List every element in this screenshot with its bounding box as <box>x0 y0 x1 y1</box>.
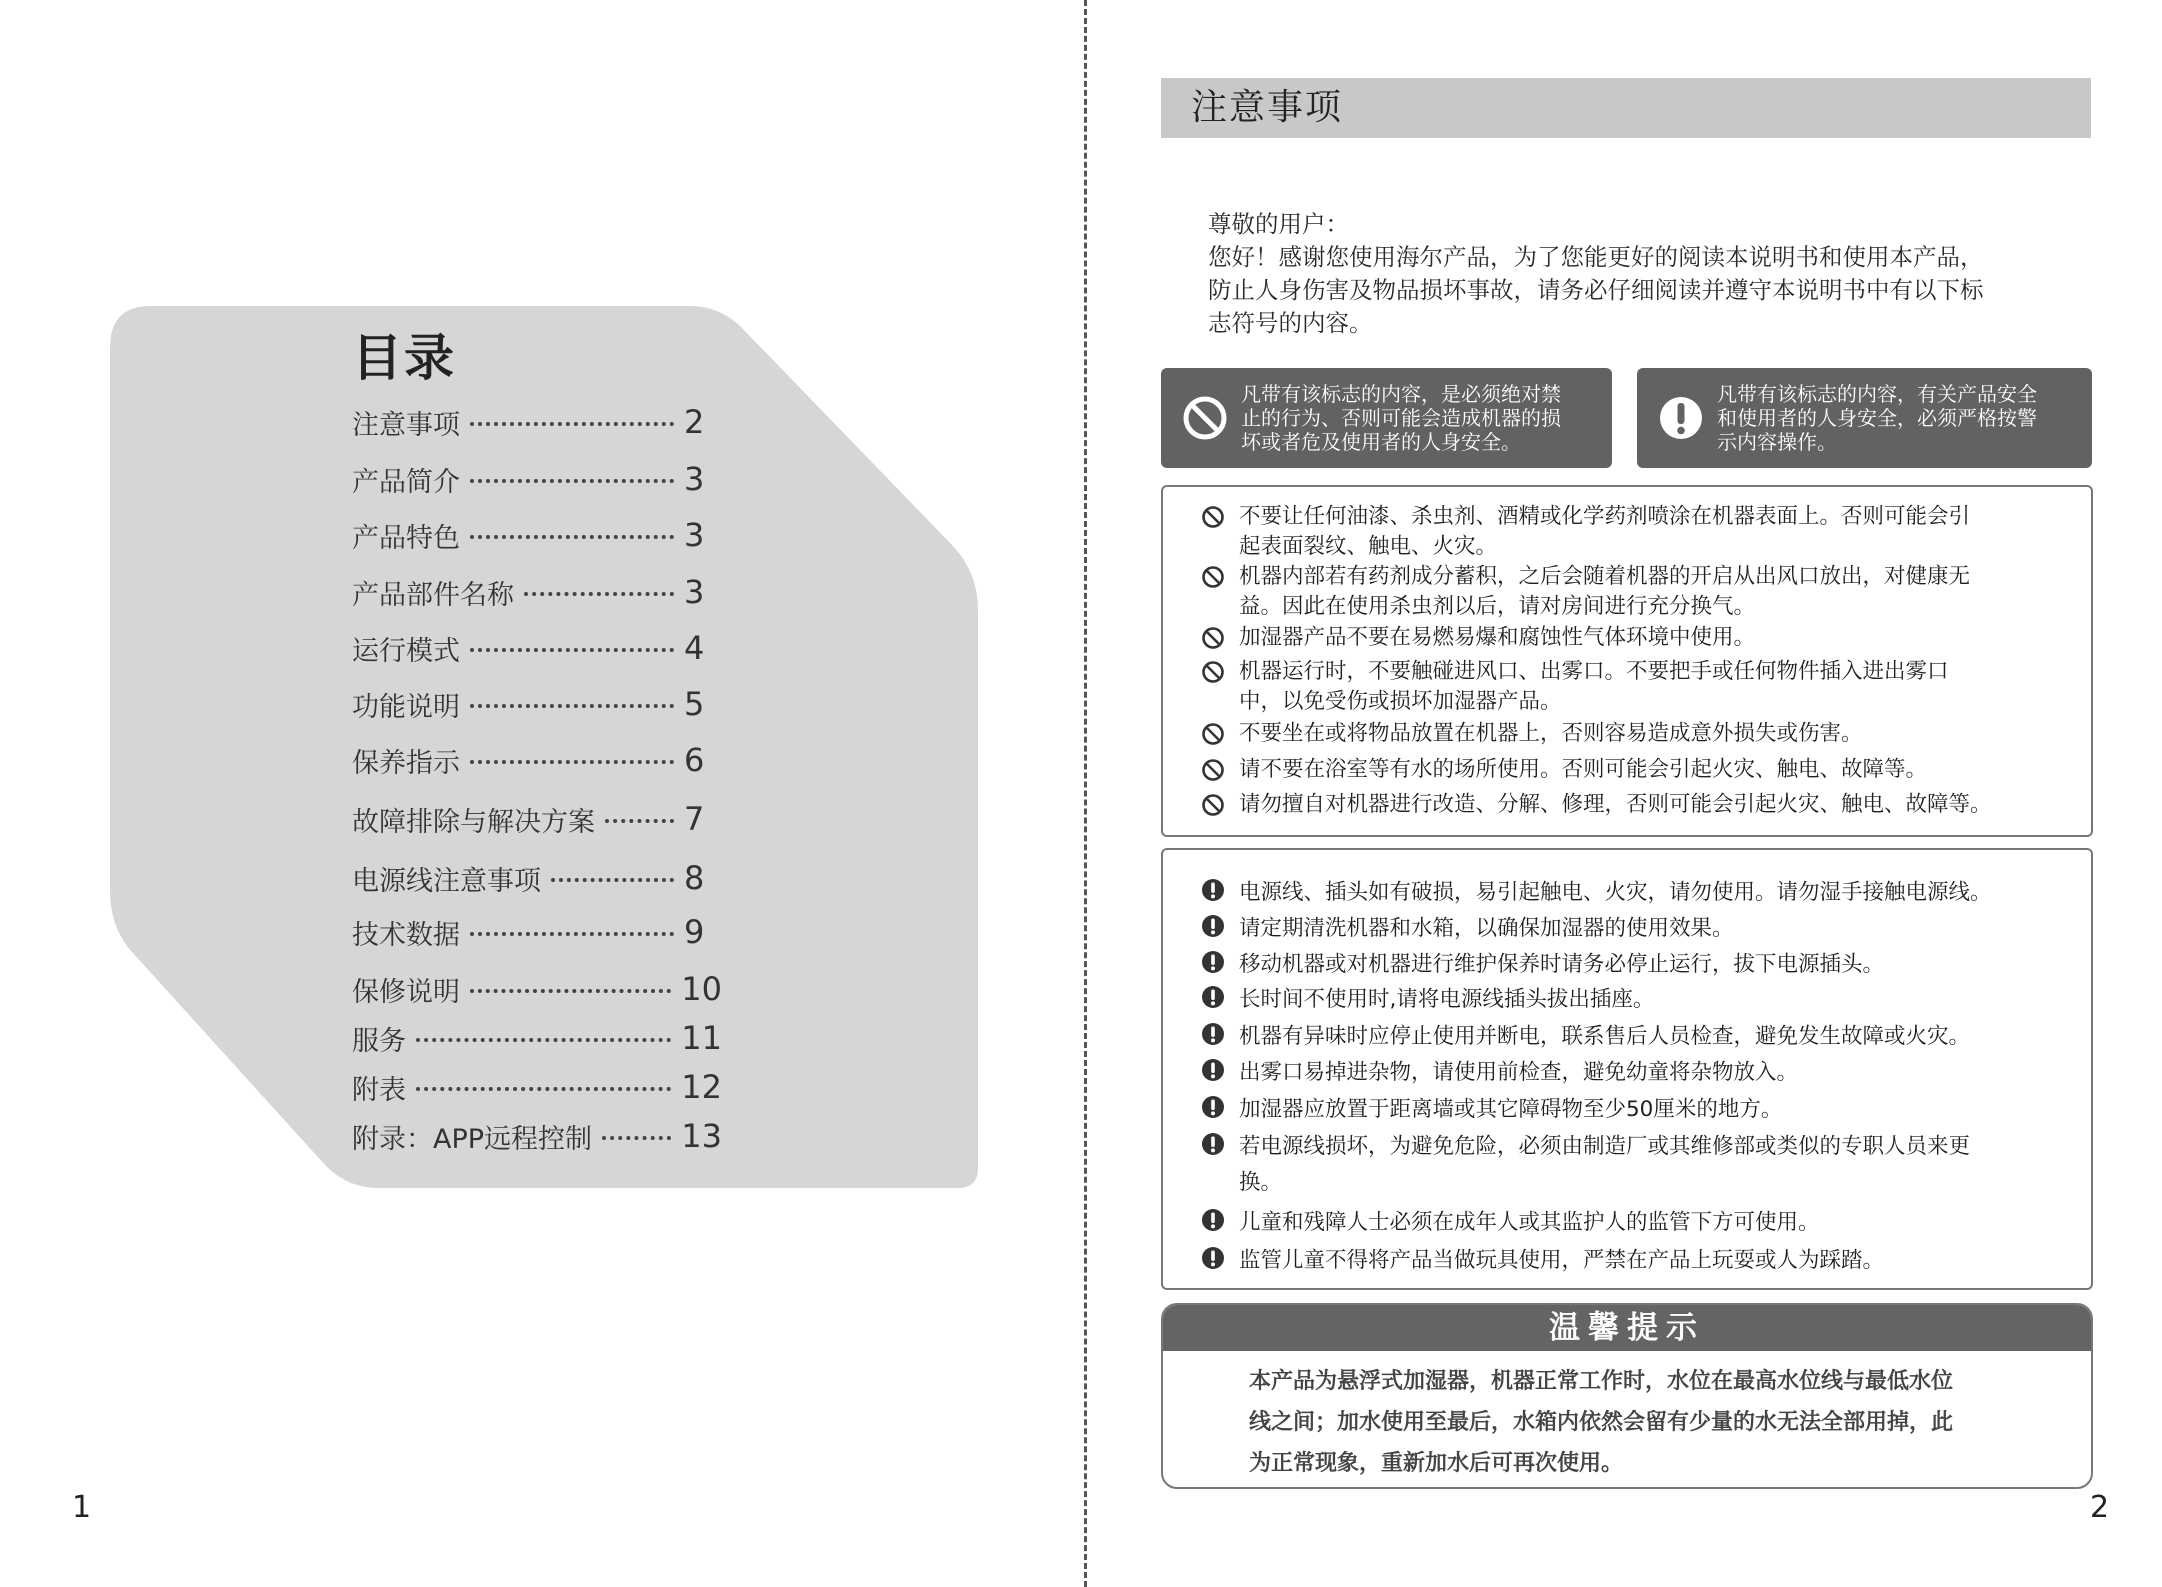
toc-item <box>352 570 722 614</box>
legend-line: 凡带有该标志的内容，是必须绝对禁 <box>1241 382 1561 406</box>
warning-item <box>1201 875 2041 911</box>
toc-leader-dots <box>470 535 674 539</box>
warning-item-text <box>1239 1019 2041 1055</box>
exclamation-icon <box>1201 1022 1225 1046</box>
forbid-item-text <box>1239 502 2041 562</box>
forbid-item-text <box>1239 755 2041 785</box>
exclamation-icon <box>1201 950 1225 974</box>
toc-item <box>352 1016 722 1060</box>
greeting: 尊敬的用户： <box>1208 210 1349 238</box>
toc-leader-dots <box>605 819 674 823</box>
rule-line: 请勿擅自对机器进行改造、分解、修理，否则可能会引起火灾、触电、故障等。 <box>1239 792 1992 817</box>
toc-title: 目录 <box>352 329 456 387</box>
warning-item <box>1201 1055 2041 1091</box>
toc-leader-dots <box>416 1087 671 1091</box>
toc-item-label: 产品部件名称 <box>352 579 514 611</box>
toc-item-page: 4 <box>684 629 705 667</box>
toc-item-page: 5 <box>684 685 705 723</box>
warning-item-text <box>1239 947 2041 983</box>
forbid-item <box>1201 623 2041 653</box>
prohibited-icon <box>1201 626 1225 650</box>
toc-item-page: 12 <box>681 1068 722 1106</box>
toc-item-label: 保修说明 <box>352 976 460 1008</box>
toc-item <box>352 738 722 782</box>
warning-item-text <box>1239 982 2041 1018</box>
rule-line: 加湿器产品不要在易燃易爆和腐蚀性气体环境中使用。 <box>1239 625 1756 650</box>
exclamation-icon <box>1201 985 1225 1009</box>
rule-line: 不要坐在或将物品放置在机器上，否则容易造成意外损失或伤害。 <box>1239 721 1863 746</box>
warning-item <box>1201 1129 2041 1201</box>
toc-item <box>352 682 722 726</box>
toc-leader-dots <box>470 479 674 483</box>
toc-item-label: 技术数据 <box>352 919 460 951</box>
forbid-list <box>1161 485 2093 837</box>
left-page <box>0 0 1080 1587</box>
rule-line: 请不要在浴室等有水的场所使用。否则可能会引起火灾、触电、故障等。 <box>1239 757 1928 782</box>
legend-line: 止的行为、否则可能会造成机器的损 <box>1241 406 1561 430</box>
legend-forbid-text <box>1241 382 1573 454</box>
warning-item <box>1201 911 2041 947</box>
toc-item-label: 附表 <box>352 1074 406 1106</box>
rule-line: 机器内部若有药剂成分蓄积，之后会随着机器的开启从出风口放出，对健康无 <box>1239 564 1971 589</box>
toc-leader-dots <box>470 648 674 652</box>
warning-item-text <box>1239 1205 2041 1241</box>
toc-item-label: 附录：APP远程控制 <box>352 1123 593 1155</box>
warning-item <box>1201 1243 2041 1279</box>
tip-line: 本产品为悬浮式加湿器，机器正常工作时，水位在最高水位线与最低水位 <box>1249 1369 1954 1394</box>
exclamation-icon <box>1201 1208 1225 1232</box>
toc-item-label: 保养指示 <box>352 747 460 779</box>
tip-line: 线之间；加水使用至最后，水箱内依然会留有少量的水无法全部用掉，此 <box>1249 1410 1954 1435</box>
warning-item-text <box>1239 1129 2041 1201</box>
forbid-item <box>1201 502 2041 562</box>
toc-item <box>352 1065 722 1109</box>
fold-line <box>1084 0 1087 1587</box>
rule-line: 机器运行时，不要触碰进风口、出雾口。不要把手或任何物件插入进出雾口 <box>1239 659 1949 684</box>
toc-leader-dots <box>470 760 674 764</box>
prohibited-icon <box>1201 758 1225 782</box>
toc-item <box>352 856 722 900</box>
warning-item <box>1201 1092 2041 1128</box>
legend-line: 凡带有该标志的内容，有关产品安全 <box>1717 382 2037 406</box>
prohibited-icon <box>1201 722 1225 746</box>
rule-line: 移动机器或对机器进行维护保养时请务必停止运行，拔下电源插头。 <box>1239 952 1885 977</box>
forbid-item-text <box>1239 719 2041 749</box>
toc-leader-dots <box>416 1038 671 1042</box>
intro-line: 志符号的内容。 <box>1208 309 1373 337</box>
exclamation-icon <box>1201 878 1225 902</box>
toc-leader-dots <box>602 1136 671 1140</box>
warning-item <box>1201 982 2041 1018</box>
toc-item-page: 3 <box>684 516 705 554</box>
toc-item <box>352 626 722 670</box>
rule-line: 出雾口易掉进杂物，请使用前检查，避免幼童将杂物放入。 <box>1239 1060 1799 1085</box>
warning-item <box>1201 1205 2041 1241</box>
toc-item <box>352 1114 722 1158</box>
forbid-item <box>1201 790 2041 820</box>
tip-body <box>1163 1351 2009 1484</box>
forbid-item <box>1201 657 2041 717</box>
exclamation-icon <box>1201 1246 1225 1270</box>
prohibited-icon <box>1201 505 1225 529</box>
rule-line: 若电源线损坏，为避免危险，必须由制造厂或其维修部或类似的专职人员来更 <box>1239 1134 1971 1159</box>
prohibited-icon <box>1201 660 1225 684</box>
toc-item-label: 注意事项 <box>352 409 460 441</box>
toc-item-label: 电源线注意事项 <box>352 865 541 897</box>
toc-leader-dots <box>470 422 674 426</box>
toc-item <box>352 797 722 841</box>
toc-item <box>352 457 722 501</box>
toc-panel <box>0 0 1080 1587</box>
rule-line: 中，以免受伤或损坏加湿器产品。 <box>1239 689 1562 714</box>
exclamation-icon <box>1201 1058 1225 1082</box>
right-page <box>1090 0 2162 1587</box>
toc-item-page: 9 <box>684 913 705 951</box>
page-number-right: 2 <box>2090 1490 2110 1525</box>
toc-leader-dots <box>470 932 674 936</box>
legend-warn-text <box>1717 382 2049 454</box>
warning-item-text <box>1239 875 2041 911</box>
forbid-item-text <box>1239 790 2041 820</box>
toc-item-label: 服务 <box>352 1025 406 1057</box>
tip-title: 温馨提示 <box>1163 1305 2091 1351</box>
warning-list <box>1161 848 2093 1290</box>
warning-item <box>1201 1019 2041 1055</box>
page-number-left: 1 <box>72 1490 92 1525</box>
rule-line: 加湿器应放置于距离墙或其它障碍物至少50厘米的地方。 <box>1239 1097 1783 1122</box>
exclamation-icon <box>1201 1095 1225 1119</box>
toc-item-page: 13 <box>681 1117 722 1155</box>
tip-line: 为正常现象，重新加水后可再次使用。 <box>1249 1451 1624 1476</box>
toc-item-page: 11 <box>681 1019 722 1057</box>
warning-item-text <box>1239 1243 2041 1279</box>
forbid-item <box>1201 719 2041 749</box>
toc-item-page: 3 <box>684 573 705 611</box>
forbid-item <box>1201 562 2041 622</box>
exclamation-icon <box>1201 1132 1225 1156</box>
forbid-item-text <box>1239 657 2041 717</box>
warning-item <box>1201 947 2041 983</box>
rule-line: 换。 <box>1239 1170 1283 1195</box>
toc-leader-dots <box>470 989 671 993</box>
prohibited-icon <box>1181 394 1229 442</box>
warning-item-text <box>1239 1092 2041 1128</box>
tip-box <box>1161 1303 2093 1489</box>
intro-line: 防止人身伤害及物品损坏事故，请务必仔细阅读并遵守本说明书中有以下标 <box>1208 276 1984 304</box>
warning-item-text <box>1239 1055 2041 1091</box>
toc-item-page: 8 <box>684 859 705 897</box>
toc-item-page: 6 <box>684 741 705 779</box>
prohibited-icon <box>1201 793 1225 817</box>
rule-line: 监管儿童不得将产品当做玩具使用，严禁在产品上玩耍或人为踩踏。 <box>1239 1248 1885 1273</box>
toc-leader-dots <box>551 878 674 882</box>
toc-item-page: 3 <box>684 460 705 498</box>
toc-item-label: 运行模式 <box>352 635 460 667</box>
forbid-item <box>1201 755 2041 785</box>
legend-line: 坏或者危及使用者的人身安全。 <box>1241 430 1521 454</box>
forbid-item-text <box>1239 623 2041 653</box>
exclamation-icon <box>1657 394 1705 442</box>
legend-line: 示内容操作。 <box>1717 430 1837 454</box>
intro-text <box>1208 208 2088 340</box>
legend-line: 和使用者的人身安全，必须严格按警 <box>1717 406 2037 430</box>
toc-item-label: 功能说明 <box>352 691 460 723</box>
toc-item-label: 故障排除与解决方案 <box>352 806 595 838</box>
toc-item-label: 产品简介 <box>352 466 460 498</box>
rule-line: 长时间不使用时,请将电源线插头拔出插座。 <box>1239 987 1655 1012</box>
toc-item-label: 产品特色 <box>352 522 460 554</box>
toc-item-page: 2 <box>684 403 705 441</box>
toc-item <box>352 513 722 557</box>
toc-item <box>352 910 722 954</box>
intro-line: 您好！感谢您使用海尔产品，为了您能更好的阅读本说明书和使用本产品， <box>1208 243 1984 271</box>
toc-leader-dots <box>470 704 674 708</box>
legend-forbid <box>1161 368 1612 468</box>
rule-line: 益。因此在使用杀虫剂以后，请对房间进行充分换气。 <box>1239 594 1756 619</box>
legend-warn <box>1637 368 2092 468</box>
toc-leader-dots <box>524 592 674 596</box>
forbid-item-text <box>1239 562 2041 622</box>
toc-item <box>352 967 722 1011</box>
warning-item-text <box>1239 911 2041 947</box>
rule-line: 请定期清洗机器和水箱，以确保加湿器的使用效果。 <box>1239 916 1734 941</box>
rule-line: 起表面裂纹、触电、火灾。 <box>1239 534 1498 559</box>
prohibited-icon <box>1201 565 1225 589</box>
rule-line: 不要让任何油漆、杀虫剂、酒精或化学药剂喷涂在机器表面上。否则可能会引 <box>1239 504 1971 529</box>
toc-item-page: 10 <box>681 970 722 1008</box>
rule-line: 机器有异味时应停止使用并断电，联系售后人员检查，避免发生故障或火灾。 <box>1239 1024 1971 1049</box>
section-title: 注意事项 <box>1161 78 2091 138</box>
toc-item <box>352 400 722 444</box>
rule-line: 电源线、插头如有破损，易引起触电、火灾，请勿使用。请勿湿手接触电源线。 <box>1239 880 1992 905</box>
exclamation-icon <box>1201 914 1225 938</box>
rule-line: 儿童和残障人士必须在成年人或其监护人的监管下方可使用。 <box>1239 1210 1820 1235</box>
toc-item-page: 7 <box>684 800 705 838</box>
